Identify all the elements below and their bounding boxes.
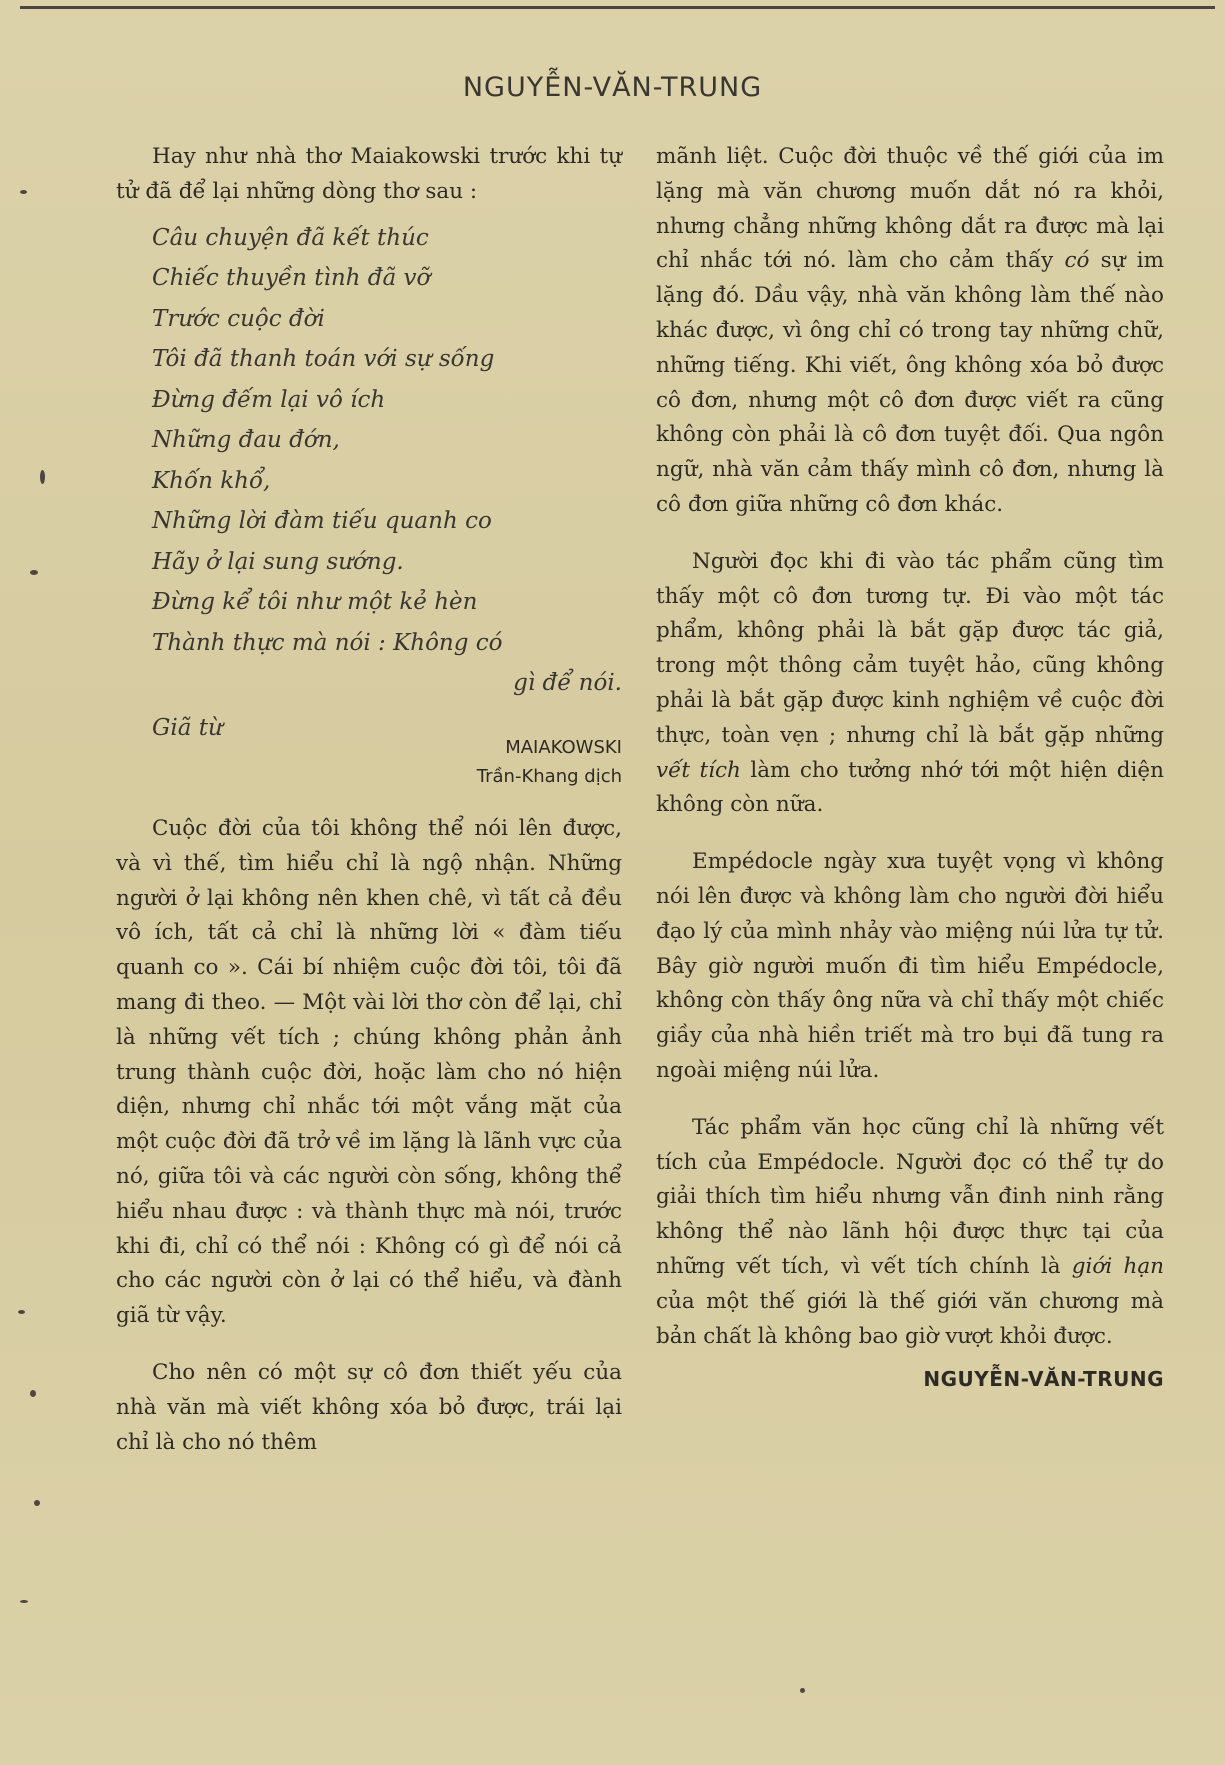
poet-name: MAIAKOWSKI [505,737,622,759]
emphasis-text: vết tích [656,757,741,783]
poem-line: Thành thực mà nói : Không có [152,629,503,656]
body-paragraph [656,1111,1164,1355]
poem-line: Câu chuyện đã kết thúc [152,224,429,251]
body-paragraph [656,545,1164,823]
margin-speck [800,1688,805,1693]
emphasis-text: giới hạn [1071,1253,1164,1279]
poem-line: Hãy ở lại sung sướng. [152,548,404,575]
body-paragraph [656,140,1164,523]
poem-line: Chiếc thuyền tình đã vỡ [152,265,431,292]
margin-speck [20,1600,28,1603]
right-column [656,140,1164,1397]
top-rule [20,6,1215,9]
margin-speck [40,470,45,484]
intro-paragraph: Hay như nhà thơ Maiakowski trước khi tự tử đã để lại những dòng thơ sau : [116,144,622,204]
poem-line: Đừng đếm lại vô ích [152,386,386,413]
margin-speck [20,190,27,194]
poem-line: Khốn khổ, [152,467,271,494]
poem-line: Những đau đớn, [152,427,340,454]
body-paragraph: Cuộc đời của tôi không thể nói lên được, và vì thế, tìm hiểu chỉ là ngộ nhận. Những người ở lại không nên khen chê, vì tất cả đều vô ích, tất cả chỉ là những lời « đàm tiếu quanh co ». Cái bí nhiệm cuộc đời tôi, tôi đã mang đi theo. — Một vài lời thơ còn để lại, chỉ là những vết tích ; chúng không phản ảnh trung thành cuộc đời, hoặc làm cho nó hiện diện, nhưng chỉ nhắc tới một vắng mặt của một cuộc đời đã trở về im lặng là lãnh vực của nó, giữa tôi và các người còn sống, không thể hiểu nhau được : và thành thực mà nói, trước khi đi, chỉ có thể nói : Không có gì để nói cả cho các người còn ở lại có thể hiểu, và đành giã từ vậy. [116,816,622,1329]
poem-line: gì để nói. [513,670,622,697]
text-run: của một thế giới là thế giới văn chương mà bản chất là không bao giờ vượt khỏi được. [656,1288,1164,1349]
poem-line: Trước cuộc đời [152,305,325,332]
left-column [116,140,622,1460]
author-signature: NGUYỄN-VĂN-TRUNG [923,1367,1164,1392]
poem-line: Tôi đã thanh toán với sự sống [152,346,495,373]
text-run: mãnh liệt. Cuộc đời thuộc về thế giới của im lặng mà văn chương muốn dắt nó ra khỏi, nhưng chẳng những không dắt ra được mà lại chỉ nhắc tới nó. làm cho cảm thấy [656,144,1164,274]
emphasis-text: có [1064,248,1090,274]
text-run: sự im lặng đó. Dầu vậy, nhà văn không làm thế nào khác được, vì ông chỉ có trong tay những chữ, những tiếng. Khi viết, ông không xóa bỏ được cô đơn, nhưng một cô đơn được viết ra cũng không còn phải là cô đơn tuyệt đối. Qua ngôn ngữ, nhà văn cảm thấy mình cô đơn, nhưng là cô đơn giữa những cô đơn khác. [656,248,1164,517]
body-paragraph: Empédocle ngày xưa tuyệt vọng vì không nói lên được và không làm cho người đời hiểu đạo lý của mình nhảy vào miệng núi lửa tự tử. Bây giờ người muốn đi tìm hiểu Empédocle, không còn thấy ông nữa và chỉ thấy một chiếc giầy của nhà hiền triết mà tro bụi đã tung ra ngoài miệng núi lửa. [656,849,1164,1083]
margin-speck [18,1310,25,1314]
poem-line: Những lời đàm tiếu quanh co [152,508,492,535]
body-paragraph: Cho nên có một sự cô đơn thiết yếu của nhà văn mà viết không xóa bỏ được, trái lại chỉ là cho nó thêm [116,1360,622,1455]
text-run: Người đọc khi đi vào tác phẩm cũng tìm thấy một cô đơn tương tự. Đi vào một tác phẩm, không phải là bắt gặp được tác giả, trong một thông cảm tuyệt hảo, cũng không phải là bắt gặp được kinh nghiệm về cuộc đời thực, toàn vẹn ; nhưng chỉ là bắt gặp những [656,548,1164,748]
translator-credit: Trần-Khang dịch [476,766,622,788]
poem-line: Đừng kể tôi như một kẻ hèn [152,589,478,616]
margin-speck [34,1500,40,1506]
margin-speck [30,570,38,575]
running-header: NGUYỄN-VĂN-TRUNG [462,72,763,103]
text-run: làm cho tưởng nhớ tới một hiện diện không còn nữa. [656,757,1164,818]
text-run: Tác phẩm văn học cũng chỉ là những vết tích của Empédocle. Người đọc có thể tự do giải thích tìm hiểu nhưng vẫn đinh ninh rằng không thể nào lãnh hội được thực tại của những vết tích, vì vết tích chính là [656,1114,1164,1279]
left-body [116,812,622,1460]
poem-farewell: Giã từ [152,714,223,741]
margin-speck [30,1390,36,1397]
poem [116,218,622,749]
